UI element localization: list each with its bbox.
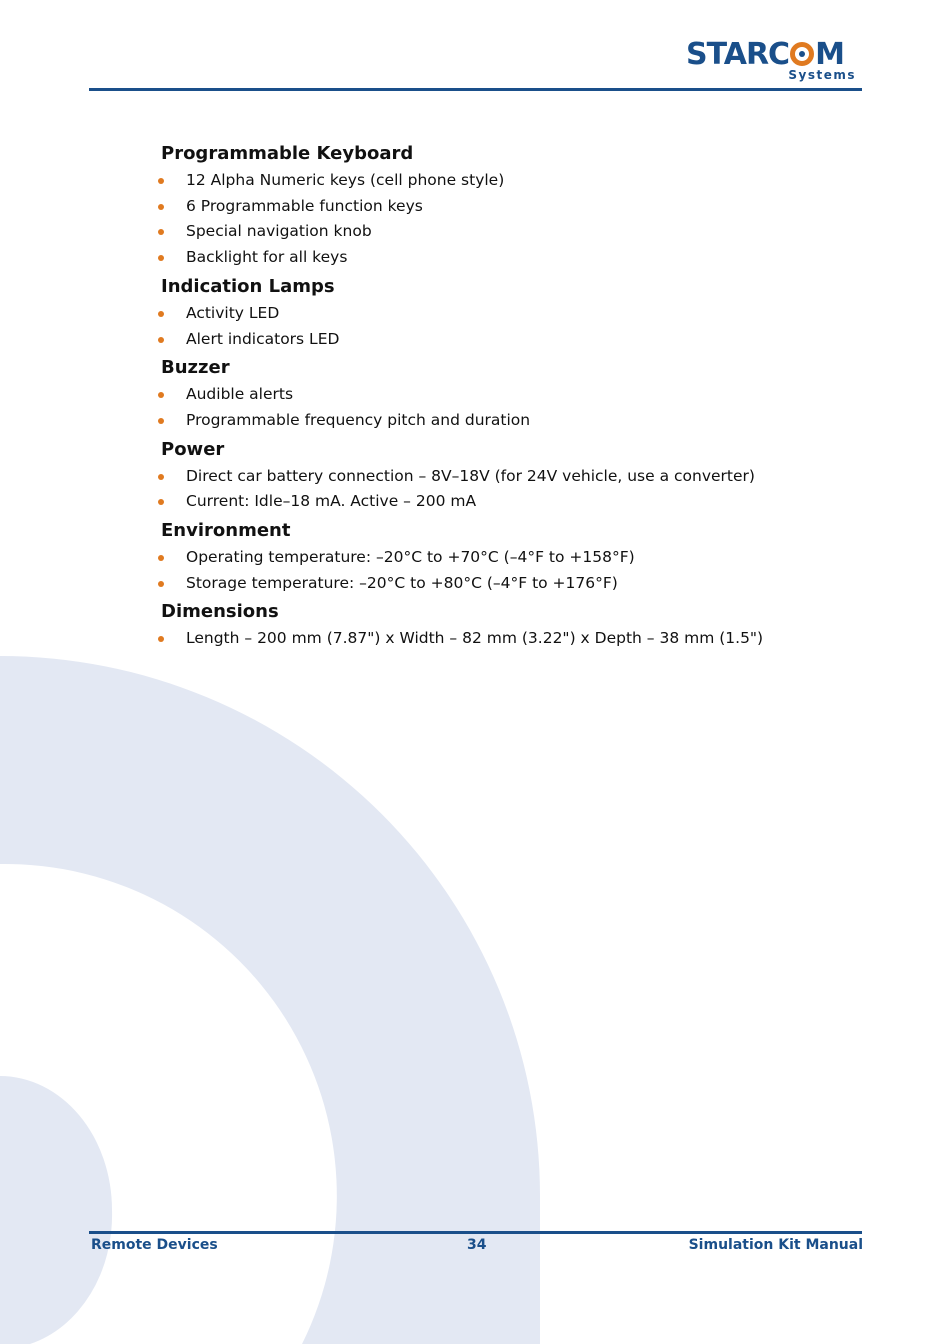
- list-item: [161, 245, 861, 271]
- list-item: [161, 408, 861, 434]
- footer-page-number: 34: [467, 1237, 487, 1253]
- bullet-icon: [158, 636, 164, 642]
- list-item-text: Special navigation knob: [186, 222, 372, 241]
- bullet-icon: [158, 255, 164, 261]
- bullet-icon: [158, 311, 164, 317]
- list-item: [161, 382, 861, 408]
- bullet-list: [161, 626, 861, 652]
- list-item-text: 6 Programmable function keys: [186, 196, 423, 215]
- bullet-list: [161, 545, 861, 596]
- section-heading: Buzzer: [161, 357, 230, 379]
- list-item-text: Backlight for all keys: [186, 248, 348, 267]
- section-heading: Programmable Keyboard: [161, 143, 414, 164]
- section-heading: Power: [161, 438, 225, 460]
- list-item: [161, 168, 861, 194]
- footer-section-name: Remote Devices: [91, 1237, 218, 1253]
- section-heading: Dimensions: [161, 601, 279, 623]
- list-item: [161, 464, 861, 490]
- footer-document-title: Simulation Kit Manual: [688, 1237, 863, 1253]
- starcom-logo: [686, 38, 858, 86]
- page-footer: [91, 1237, 863, 1255]
- logo-text-part2: M: [815, 37, 844, 72]
- bullet-list: [161, 464, 861, 515]
- bullet-icon: [158, 418, 164, 424]
- bullet-list: [161, 168, 861, 271]
- bullet-icon: [158, 392, 164, 398]
- list-item-text: Programmable frequency pitch and duration: [186, 410, 531, 429]
- spec-content: [161, 142, 861, 652]
- list-item-text: Storage temperature: –20°C to +80°C (–4°F to +176°F): [186, 573, 618, 592]
- bullet-icon: [158, 337, 164, 343]
- bullet-icon: [158, 499, 164, 505]
- list-item: [161, 301, 861, 327]
- list-item-text: Current: Idle–18 mA. Active – 200 mA: [186, 492, 477, 511]
- list-item-text: 12 Alpha Numeric keys (cell phone style): [186, 171, 505, 189]
- list-item-text: Operating temperature: –20°C to +70°C (–4°F to +158°F): [186, 548, 635, 567]
- logo-wordmark: [686, 38, 844, 72]
- list-item-text: Activity LED: [186, 303, 280, 322]
- list-item-text: Direct car battery connection – 8V–18V (for 24V vehicle, use a converter): [186, 466, 755, 485]
- list-item: [161, 489, 861, 515]
- list-item: [161, 571, 861, 597]
- list-item-text: Alert indicators LED: [186, 329, 340, 348]
- list-item: [161, 219, 861, 245]
- list-item-text: Audible alerts: [186, 385, 294, 404]
- list-item: [161, 194, 861, 220]
- logo-o-icon: [790, 42, 814, 66]
- bullet-icon: [158, 178, 164, 184]
- list-item-text: Length – 200 mm (7.87") x Width – 82 mm (3.22") x Depth – 38 mm (1.5"): [186, 629, 764, 648]
- footer-rule: [89, 1231, 862, 1234]
- bullet-icon: [158, 474, 164, 480]
- list-item: [161, 545, 861, 571]
- bullet-list: [161, 301, 861, 352]
- logo-subtitle: Systems: [788, 68, 856, 82]
- header-rule: [89, 88, 862, 91]
- section-heading: Environment: [161, 520, 291, 542]
- bullet-icon: [158, 581, 164, 587]
- logo-text-part1: STARC: [686, 37, 790, 72]
- bullet-icon: [158, 229, 164, 235]
- section-heading: Indication Lamps: [161, 275, 335, 297]
- bullet-list: [161, 382, 861, 433]
- list-item: [161, 327, 861, 353]
- bullet-icon: [158, 555, 164, 561]
- bullet-icon: [158, 204, 164, 210]
- list-item: [161, 626, 861, 652]
